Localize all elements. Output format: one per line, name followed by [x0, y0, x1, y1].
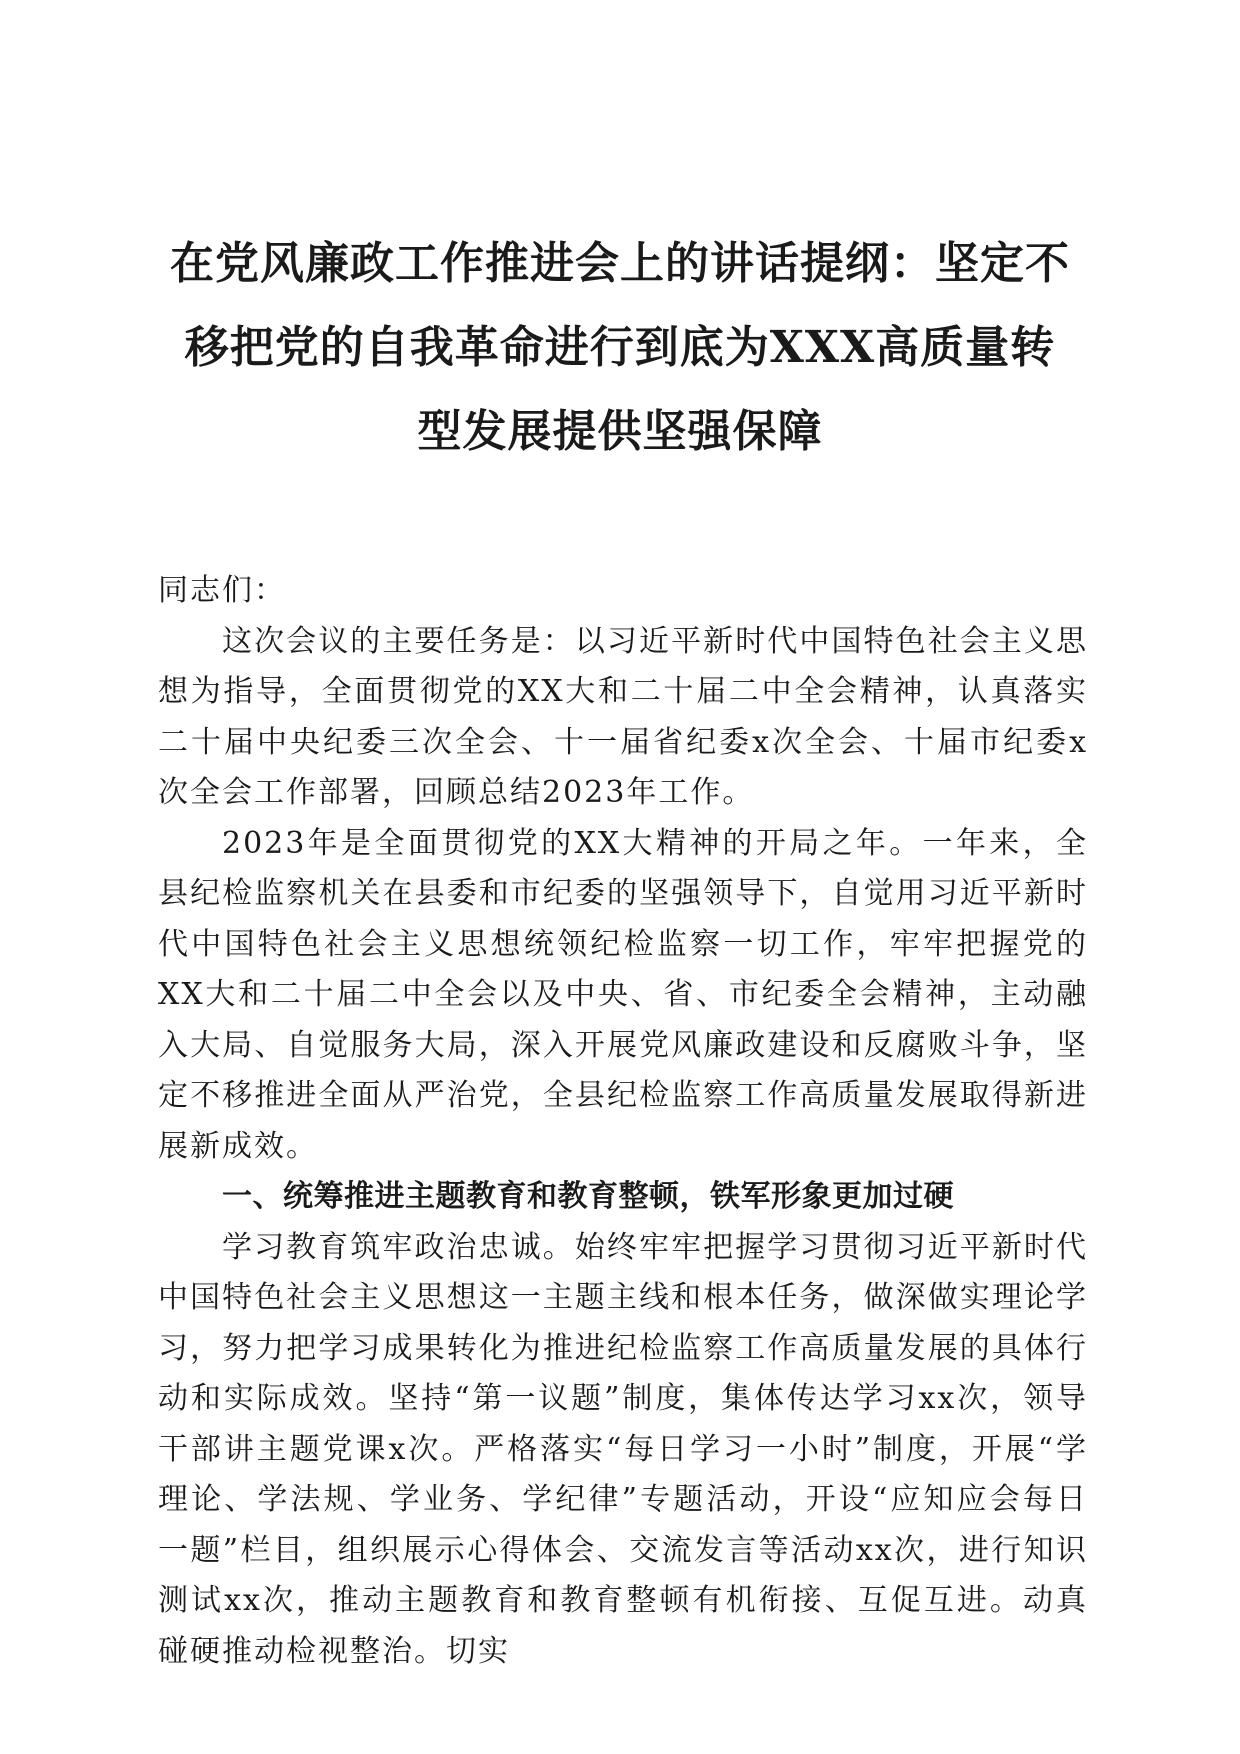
title-line-3: 型发展提供坚强保障 [417, 406, 823, 457]
paragraph-1: 这次会议的主要任务是：以习近平新时代中国特色社会主义思想为指导，全面贯彻党的XX大和二十届二中全会精神，认真落实二十届中央纪委三次全会、十一届省纪委x次全会、十届市纪委x次全会工作部署，回顾总结2023年工作。 [158, 623, 1088, 810]
title-line-1: 在党风廉政工作推进会上的讲话提纲：坚定不 [170, 238, 1070, 289]
paragraph-2: 2023年是全面贯彻党的XX大精神的开局之年。一年来，全县纪检监察机关在县委和市纪委的坚强领导下，自觉用习近平新时代中国特色社会主义思想统领纪检监察一切工作，牢牢把握党的XX大和二十届二中全会以及中央、省、市纪委全会精神，主动融入大局、自觉服务大局，深入开展党风廉政建设和反腐败斗争，坚定不移推进全面从严治党，全县纪检监察工作高质量发展取得新进展新成效。 [158, 825, 1088, 1164]
salutation: 同志们： [158, 573, 286, 608]
section-paragraph: 学习教育筑牢政治忠诚。始终牢牢把握学习贯彻习近平新时代中国特色社会主义思想这一主题主线和根本任务，做深做实理论学习，努力把学习成果转化为推进纪检监察工作高质量发展的具体行动和实际成效。坚持“第一议题”制度，集体传达学习xx次，领导干部讲主题党课x次。严格落实“每日学习一小时”制度，开展“学理论、学法规、学业务、学纪律”专题活动，开设“应知应会每日一题”栏目，组织展示心得体会、交流发言等活动xx次，进行知识测试xx次，推动主题教育和教育整顿有机衔接、互促互进。动真碰硬推动检视整治。切实 [158, 1229, 1088, 1669]
document-title [150, 222, 1090, 474]
document-body [158, 566, 1088, 1677]
section-heading: 一、统筹推进主题教育和教育整顿，铁军形象更加过硬 [222, 1179, 954, 1214]
title-line-2: 移把党的自我革命进行到底为XXX高质量转 [184, 322, 1056, 373]
